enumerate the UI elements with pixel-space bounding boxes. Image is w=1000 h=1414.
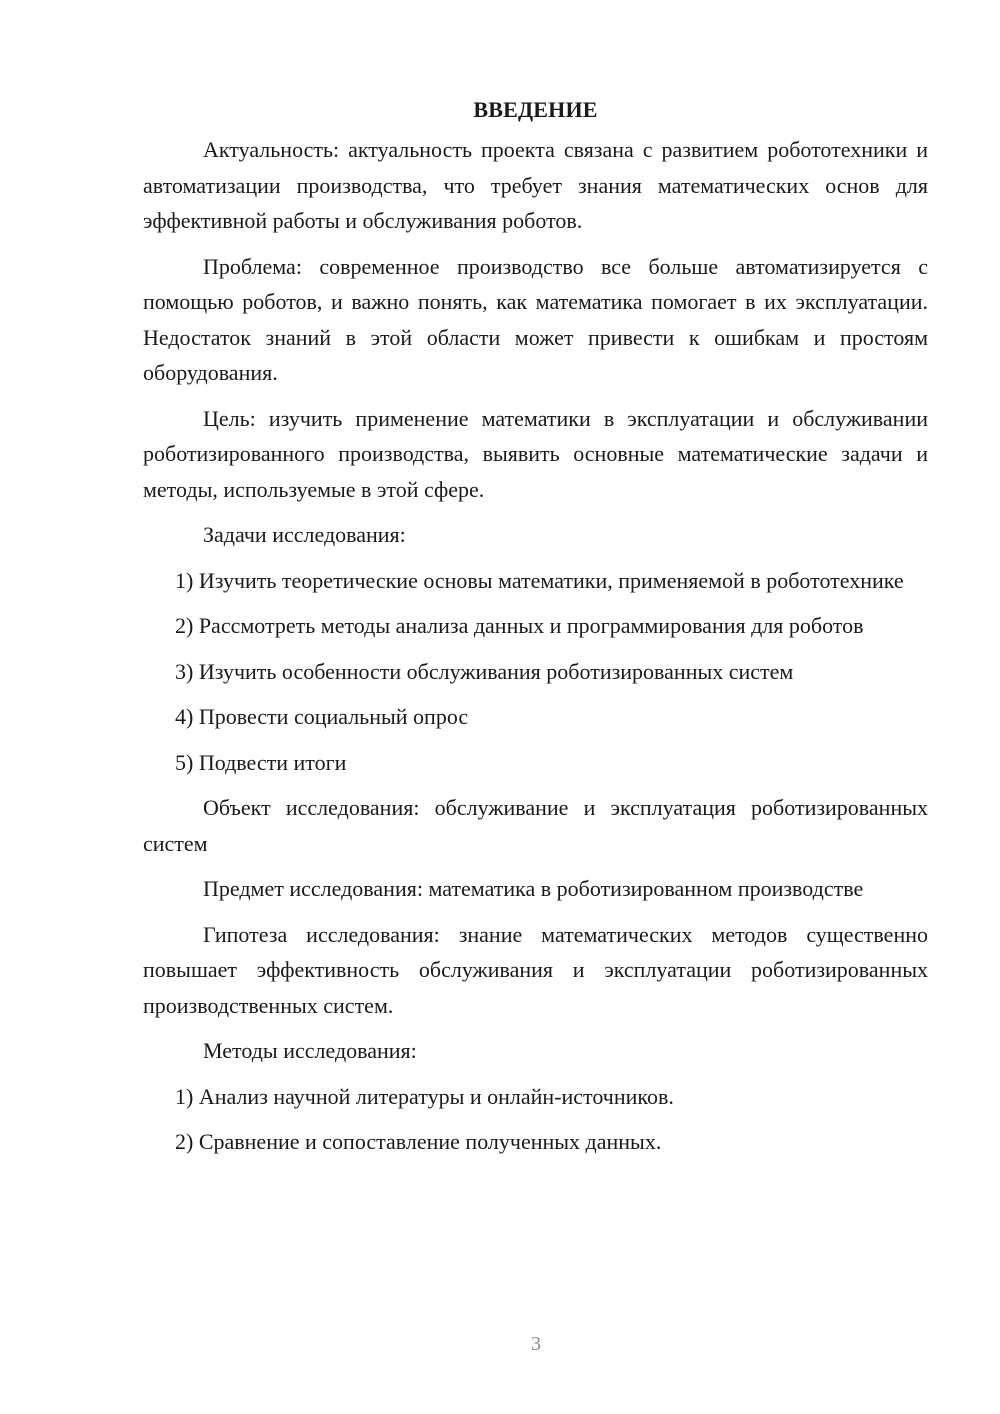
paragraph-subject: Предмет исследования: математика в роботизированном производстве — [203, 876, 864, 901]
list-item: 5) Подвести итоги — [175, 749, 347, 775]
paragraph-tasks-heading: Задачи исследования: — [203, 522, 406, 547]
list-item: 3) Изучить особенности обслуживания роботизированных систем — [175, 658, 794, 684]
list-item: 1) Изучить теоретические основы математики, применяемой в робототехнике — [175, 567, 904, 593]
paragraph-problem: Проблема: современное производство все больше автоматизируется с помощью роботов, и важно понять, как математика помогает в их эксплуатации. Недостаток знаний в этой области может привести к ошибкам и простоям оборудования. — [143, 253, 928, 385]
paragraph-hypothesis: Гипотеза исследования: знание математических методов существенно повышает эффективность обслуживания и эксплуатации роботизированных производственных систем. — [143, 921, 928, 1018]
list-item: 1) Анализ научной литературы и онлайн-источников. — [175, 1083, 674, 1109]
paragraph-relevance: Актуальность: актуальность проекта связана с развитием робототехники и автоматизации производства, что требует знания математических основ для эффективной работы и обслуживания роботов. — [143, 137, 928, 233]
page-number: 3 — [531, 1333, 541, 1355]
document-page — [143, 96, 928, 1170]
paragraph-methods-heading: Методы исследования: — [203, 1038, 417, 1063]
paragraph-goal: Цель: изучить применение математики в эксплуатации и обслуживании роботизированного производства, выявить основные математические задачи и методы, используемые в этой сфере. — [143, 405, 928, 502]
list-item: 2) Рассмотреть методы анализа данных и программирования для роботов — [175, 613, 864, 638]
list-item: 2) Сравнение и сопоставление полученных данных. — [175, 1129, 662, 1154]
paragraph-object: Объект исследования: обслуживание и эксплуатация роботизированных систем — [143, 795, 928, 856]
section-title: ВВЕДЕНИЕ — [473, 97, 598, 122]
list-item: 4) Провести социальный опрос — [175, 704, 469, 729]
